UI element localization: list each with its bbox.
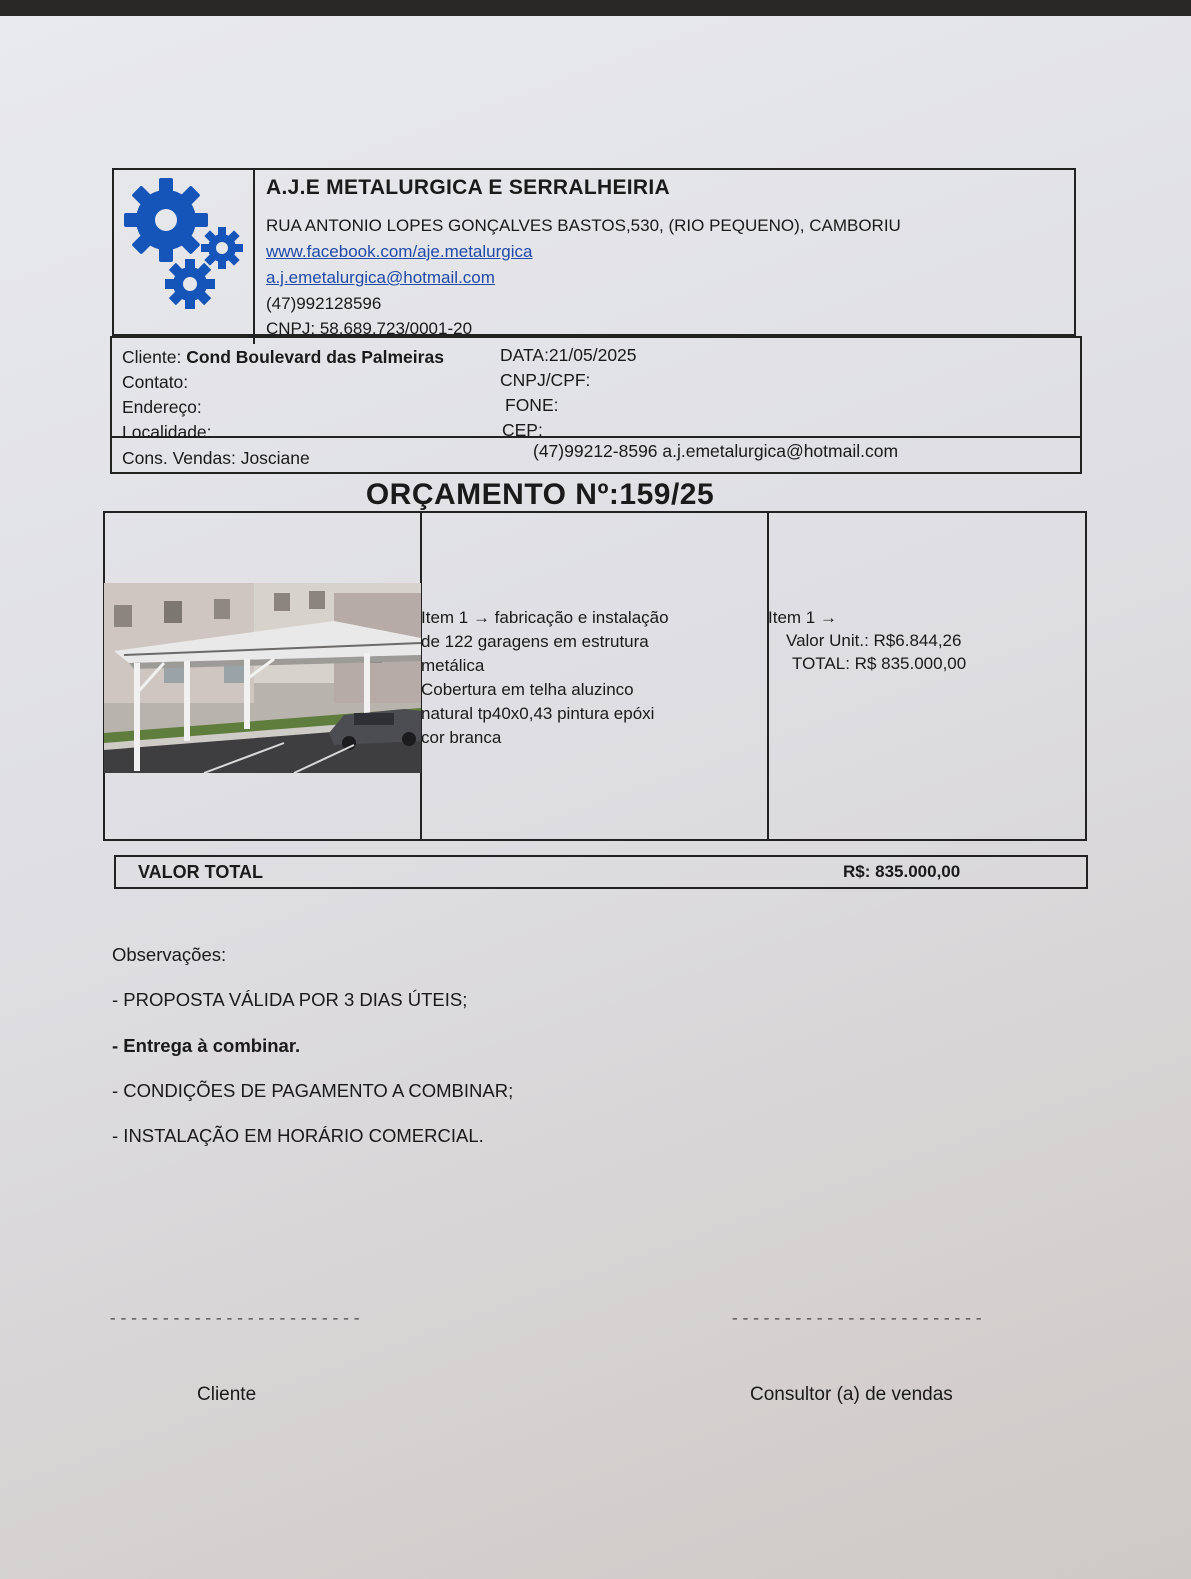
note-line: - Entrega à combinar. [112,1035,301,1056]
note-line: - INSTALAÇÃO EM HORÁRIO COMERCIAL. [112,1125,484,1146]
total-value: R$: 835.000,00 [843,862,961,881]
gears-icon [112,168,252,338]
locality-label: Localidade: [122,422,212,442]
company-cnpj: CNPJ: 58.689.723/0001-20 [266,319,473,338]
carport-photo [104,583,421,773]
item-total: TOTAL: R$ 835.000,00 [792,654,967,673]
desc-line: natural tp40x0,43 pintura epóxi [421,704,655,723]
note-line: - CONDIÇÕES DE PAGAMENTO A COMBINAR; [112,1080,514,1101]
desc-line: Cobertura em telha aluzinco [421,680,634,699]
company-phone: (47)992128596 [266,294,382,313]
price-item-label: Item 1 → [768,608,837,627]
address-label: Endereço: [122,397,202,417]
photo-top-edge [0,0,1191,16]
email-link[interactable]: a.j.emetalurgica@hotmail.com [266,268,495,287]
sales-consultant: Cons. Vendas: Josciane [122,448,310,468]
cnpj-cpf-label: CNPJ/CPF: [500,370,591,390]
total-label: VALOR TOTAL [138,862,263,882]
client-name-row [122,347,444,368]
notes-title: Observações: [112,944,227,965]
phone-label: FONE: [505,395,559,415]
client-divider [110,436,1082,438]
item-description [421,606,761,750]
client-signature-label: Cliente [197,1384,257,1405]
company-name: A.J.E METALURGICA E SERRALHEIRIA [266,176,670,199]
unit-price: Valor Unit.: R$6.844,26 [786,631,962,650]
client-name: Cond Boulevard das Palmeiras [186,347,444,367]
desc-line: cor branca [421,728,502,747]
quote-title: ORÇAMENTO Nº:159/25 [365,478,715,511]
contact-label: Contato: [122,372,189,392]
facebook-link[interactable]: www.facebook.com/aje.metalurgica [266,242,533,261]
company-address: RUA ANTONIO LOPES GONÇALVES BASTOS,530, (RIO PEQUENO), CAMBORIU [266,216,901,235]
desc-line: metálica [421,656,485,675]
cep-label: CEP: [502,420,543,440]
vendor-contact: (47)99212-8596 a.j.emetalurgica@hotmail.com [533,441,899,461]
client-label: Cliente: [122,347,187,367]
item-pricing [768,606,1078,675]
consultant-signature-line: ------------------------ [730,1310,985,1328]
logo-cell [112,168,255,344]
client-signature-line: ------------------------ [108,1310,363,1328]
consultant-signature-label: Consultor (a) de vendas [750,1384,953,1405]
quote-date: DATA:21/05/2025 [500,345,637,365]
table-divider-2 [767,511,769,841]
desc-line: de 122 garagens em estrutura [421,632,649,651]
note-line: - PROPOSTA VÁLIDA POR 3 DIAS ÚTEIS; [112,989,468,1010]
desc-line: Item 1 → fabricação e instalação [421,608,669,627]
